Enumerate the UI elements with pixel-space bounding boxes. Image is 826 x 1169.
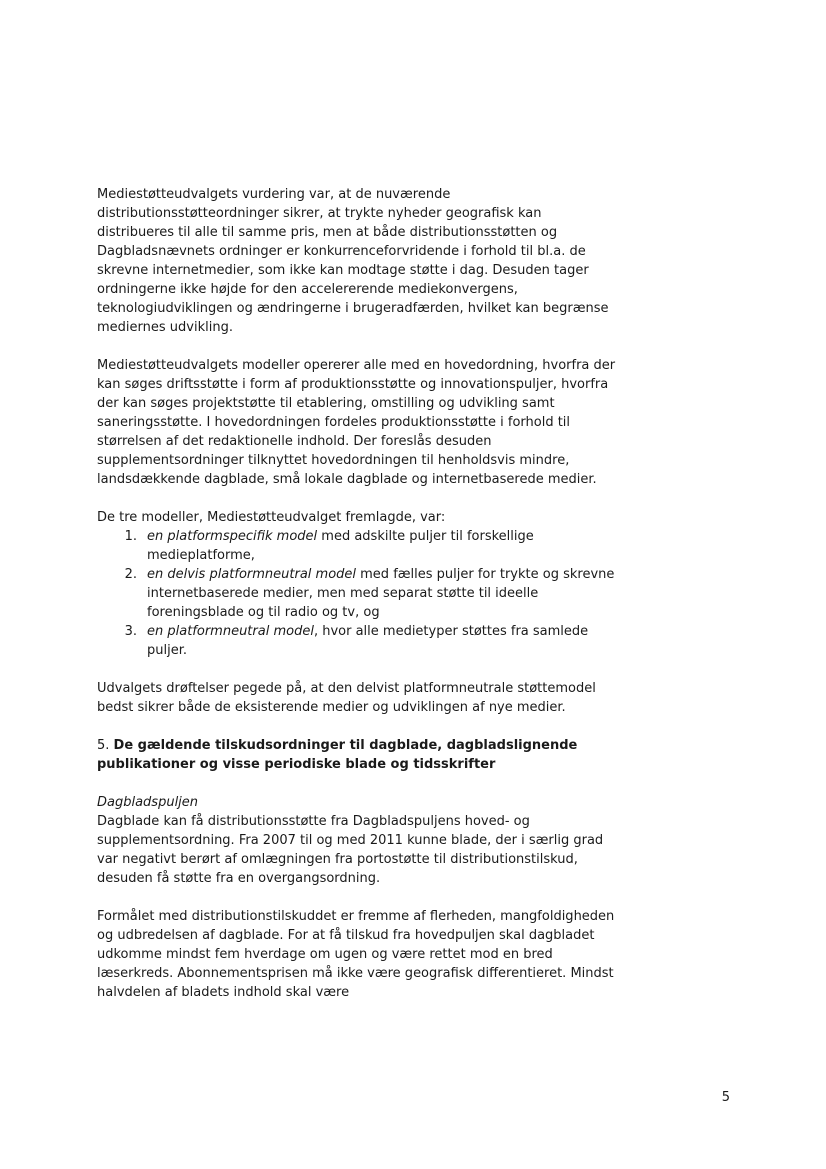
list-item (97, 527, 617, 565)
list-item-text (147, 622, 617, 660)
list-item-text (147, 527, 617, 565)
paragraph-assessment: Mediestøtteudvalgets vurdering var, at de nuværende distributionsstøtteordninger sikrer, at trykte nyheder geografisk kan distribueres til alle til samme pris, men at både distributionsstøtten og Dagbladsnævnets ordninger er konkurrenceforvridende i forhold til bl.a. de skrevne internetmedier, som ikke kan modtage støtte i dag. Desuden tager ordningerne ikke højde for den accelererende mediekonvergens, teknologiudviklingen og ændringerne i brugeradfærden, hvilket kan begrænse mediernes udvikling. (97, 187, 609, 335)
paragraph-spacer (97, 774, 617, 793)
list-item (97, 622, 617, 660)
section-number: 5. (97, 738, 110, 753)
list-item-description: , hvor alle medietyper støttes fra samlede puljer. (147, 624, 589, 658)
list-item-term: en delvis platformneutral model (147, 567, 357, 582)
section-heading (97, 736, 617, 774)
subheading: Dagbladspuljen (97, 795, 199, 810)
list-item-term: en platformspecifik model (147, 529, 318, 544)
list-item (97, 565, 617, 622)
list-item-text (147, 565, 617, 622)
paragraph-spacer (97, 888, 617, 907)
page-number: 5 (721, 1090, 730, 1105)
paragraph-purpose: Formålet med distributionstilskuddet er fremme af flerheden, mangfoldigheden og udbredelsen af dagblade. For at få tilskud fra hovedpuljen skal dagbladet udkomme mindst fem hverdage om ugen og være rettet mod en bred læserkreds. Abonnementsprisen må ikke være geografisk differentieret. Mindst halvdelen af bladets indhold skal være (97, 909, 615, 1000)
paragraph-models: Mediestøtteudvalgets modeller opererer alle med en hovedordning, hvorfra der kan søges driftsstøtte i form af produktionsstøtte og innovationspuljer, hvorfra der kan søges projektstøtte til etablering, omstilling og udvikling samt saneringsstøtte. I hovedordningen fordeles produktionsstøtte i forhold til størrelsen af det redaktionelle indhold. Der foreslås desuden supplementsordninger tilknyttet hovedordningen til henholdsvis mindre, landsdækkende dagblade, små lokale dagblade og internetbaserede medier. (97, 358, 616, 487)
models-list (97, 527, 617, 660)
section-title: De gældende tilskudsordninger til dagblade, dagbladslignende publikationer og visse periodiske blade og tidsskrifter (97, 738, 578, 772)
list-item-number: 1. (124, 529, 137, 544)
document-body (97, 185, 617, 1002)
paragraph-spacer (97, 660, 617, 679)
list-item-number: 3. (124, 624, 137, 639)
paragraph-models-intro: De tre modeller, Mediestøtteudvalget fremlagde, var: (97, 510, 446, 525)
paragraph-dagbladspuljen: Dagblade kan få distributionsstøtte fra Dagbladspuljens hoved- og supplementsordning. Fra 2007 til og med 2011 kunne blade, der i særlig grad var negativt berørt af omlægningen fra portostøtte til distributionstilskud, desuden få støtte fra en overgangsordning. (97, 814, 604, 886)
list-item-description: med adskilte puljer til forskellige medieplatforme, (147, 529, 534, 563)
list-item-number: 2. (124, 567, 137, 582)
paragraph-spacer (97, 337, 617, 356)
list-item-term: en platformneutral model (147, 624, 314, 639)
paragraph-spacer (97, 489, 617, 508)
paragraph-spacer (97, 717, 617, 736)
list-item-description: med fælles puljer for trykte og skrevne internetbaserede medier, men med separat støtte til ideelle foreningsblade og til radio og tv, og (147, 567, 615, 620)
paragraph-committee-discussion: Udvalgets drøftelser pegede på, at den delvist platformneutrale støttemodel bedst sikrer både de eksisterende medier og udviklingen af nye medier. (97, 681, 596, 715)
